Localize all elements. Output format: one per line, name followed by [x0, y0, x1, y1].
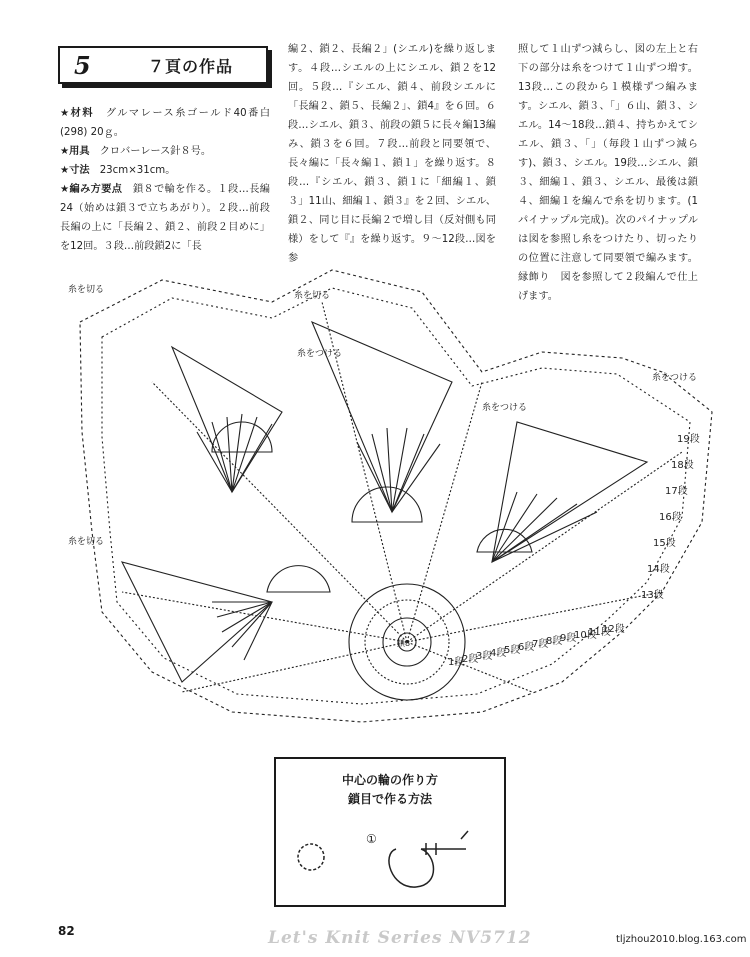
method-text: 鎖８で輪を作る。１段…長編24（始めは鎖３で立ちあがり）。２段…前段長編の上に「長編２、鎖２、前段２目めに」を12回。３段…前段鎖2に「長 [60, 184, 270, 252]
row-label: 5段 [504, 645, 521, 656]
pineapple-4 [122, 562, 272, 682]
middle-text: 編２、鎖２、長編２」(シエル)を繰り返します。４段…シエルの上にシエル、鎖２を12回。５段…『シエル、鎖４、前段シエルに「長編２、鎖５、長編２」、鎖4』を６回。６段…シエル、鎖３、前段の鎖５に長々編13編み、鎖３を６回。７段…前段と同要領で、長々編に「長々編１、鎖１」を繰り返す。８段…『シエル、鎖３、鎖１に「細編１、鎖３」11山、細編１、鎖３』を２回、シエル、鎖２、同じ目に長編２で増し目（反対側も同様）をして『』を繰り返す。９〜12段…図を参 [288, 44, 496, 264]
center-ring-inset [274, 757, 506, 907]
row-label: 11段 [588, 627, 611, 638]
row-label: 6段 [518, 642, 535, 653]
pineapple-1 [172, 347, 282, 492]
row-label: 19段 [677, 434, 700, 445]
row-label: 18段 [671, 460, 694, 471]
attach-label-1: 糸をつける [297, 349, 343, 359]
chain-ring-icon [298, 844, 324, 870]
tool-label: ★用具 [60, 146, 90, 157]
row-label: 4段 [490, 648, 507, 659]
row-label: 3段 [476, 651, 493, 662]
crochet-chart [62, 262, 722, 732]
row-label: 10段 [574, 630, 597, 641]
size-text: 23cm×31cm。 [99, 165, 176, 176]
cut-label-3: 糸を切る [68, 537, 105, 547]
material-label: ★材料 [60, 108, 95, 119]
row-label: 13段 [641, 590, 664, 601]
row-label: 1段 [448, 657, 465, 668]
right-text: 照して１山ずつ減らし、図の左上と右下の部分は糸をつけて１山ずつ増す。13段…この段から１模様ずつ編みます。シエル、鎖３、「」６山、鎖３、シエル。14〜18段…鎖４、持ちかえてシエル、鎖３、「」（毎段１山ずつ減らす)、鎖３、シエル。19段…シエル、鎖３、細編１、鎖３、シエル、最後は鎖４、細編１を編んで糸を切ります。(1パイナップル完成)。次のパイナップルは図を参照し糸をつけたり、切ったりの位置に注意して同要領で編みます。縁飾り 図を参照して２段編んで仕上げます。 [518, 44, 698, 302]
inset-title [276, 771, 504, 809]
method-label: ★編み方要点 [60, 184, 123, 195]
pineapple-3 [492, 422, 647, 562]
row-label: 7段 [532, 639, 549, 650]
series-watermark: Let's Knit Series NV5712 [268, 928, 532, 948]
inset-illustration [276, 809, 508, 899]
center-chain-label: 鎖8 [397, 639, 411, 648]
tool-line [60, 142, 270, 161]
row-label: 9段 [560, 633, 577, 644]
row-label: 17段 [665, 486, 688, 497]
row-label: 16段 [659, 512, 682, 523]
pattern-title: ７頁の作品 [148, 56, 234, 76]
blog-url: tljzhou2010.blog.163.com [616, 934, 747, 945]
method-line [60, 180, 270, 256]
instructions-middle-column [288, 40, 496, 268]
row-label: 15段 [653, 538, 676, 549]
cut-label-2: 糸を切る [294, 291, 331, 301]
pattern-number: 5 [74, 50, 91, 80]
material-text: グルマレース糸ゴールド40番白(298) 20ｇ。 [60, 108, 271, 138]
hook-and-loop-icon [389, 831, 468, 887]
row-label: 14段 [647, 564, 670, 575]
inset-title-line2: 鎖目で作る方法 [347, 792, 432, 806]
crochet-chart-svg [62, 262, 722, 732]
attach-label-2: 糸をつける [482, 403, 528, 413]
size-line [60, 161, 270, 180]
cut-label-1: 糸を切る [68, 285, 105, 295]
outer-border [80, 270, 712, 722]
inset-title-line1: 中心の輪の作り方 [341, 773, 438, 787]
row-labels [448, 433, 700, 668]
pattern-title-box [58, 46, 268, 84]
specs-column [60, 104, 270, 256]
row-label: 12段 [602, 624, 625, 635]
row-label: 2段 [462, 654, 479, 665]
material-line [60, 104, 270, 142]
attach-label-3: 糸をつける [652, 373, 698, 383]
inset-step-number: ① [366, 832, 377, 846]
page-number: 82 [58, 924, 75, 938]
row-label: 8段 [546, 636, 563, 647]
size-label: ★寸法 [60, 165, 90, 176]
tool-text: クロバーレース針８号。 [99, 146, 212, 157]
inner-border [102, 288, 690, 704]
